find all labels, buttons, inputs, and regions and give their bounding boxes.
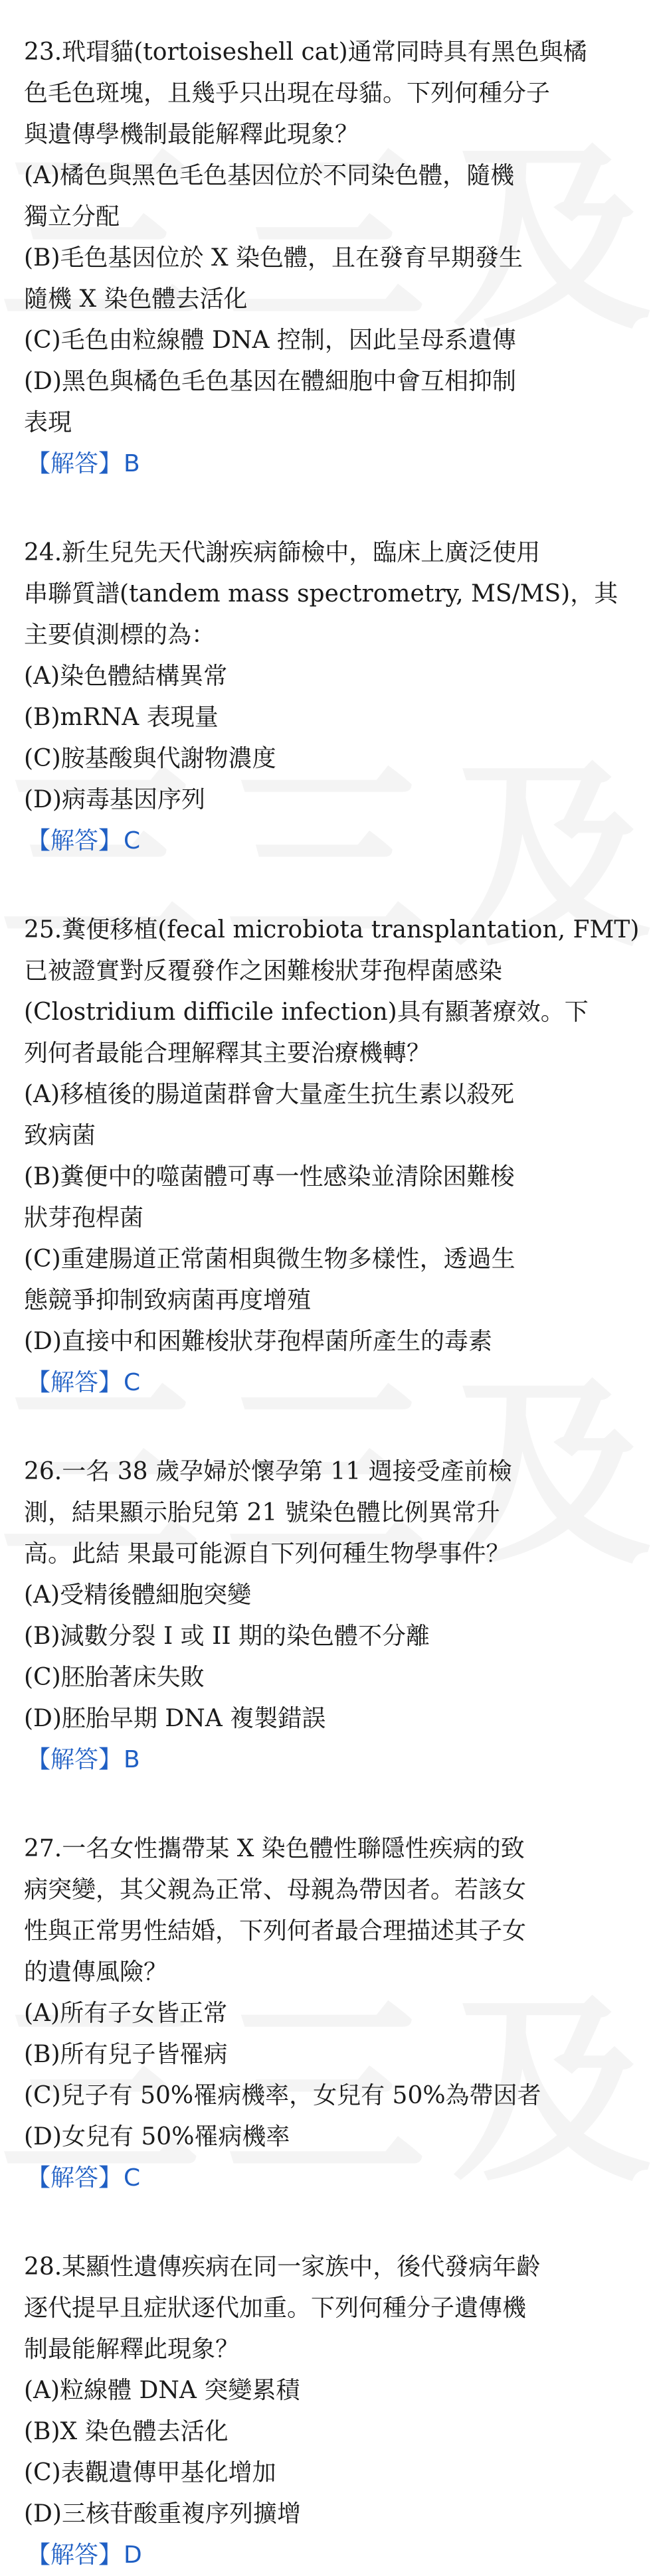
- question-line: (B)毛色基因位於 X 染色體，且在發育早期發生: [24, 244, 523, 272]
- question-line: (Clostridium difficile infection)具有顯著療效。下: [24, 999, 589, 1026]
- question-block: [24, 1451, 630, 1781]
- answer-line: [24, 1739, 630, 1781]
- question-line: 測，結果顯示胎兒第 21 號染色體比例異常升: [24, 1499, 500, 1526]
- question-line: (A)粒線體 DNA 突變累積: [24, 2377, 300, 2404]
- question-stem: 23.玳瑁貓(tortoiseshell cat)通常同時具有黑色與橘: [24, 39, 587, 66]
- question-line: (C)胚胎著床失敗: [24, 1664, 205, 1691]
- answer-label: 【解答】: [27, 2164, 123, 2192]
- answer-label: 【解答】: [27, 1746, 123, 1773]
- question-line: (C)毛色由粒線體 DNA 控制，因此呈母系遺傳: [24, 327, 516, 354]
- question-line: (A)所有子女皆正常: [24, 2000, 228, 2027]
- question-stem: 27.一名女性攜帶某 X 染色體性聯隱性疾病的致: [24, 1835, 525, 1862]
- answer-line: [24, 2158, 630, 2199]
- answer-line: [24, 443, 630, 485]
- answer-line: [24, 821, 630, 862]
- question-block: [24, 2247, 630, 2576]
- answer-label: 【解答】: [27, 827, 123, 854]
- question-line: (D)三核苷酸重複序列擴增: [24, 2500, 301, 2528]
- question-line: 態競爭抑制致病菌再度增殖: [24, 1287, 312, 1314]
- question-line: (C)兒子有 50%罹病機率，女兒有 50%為帶因者: [24, 2082, 541, 2109]
- question-stem: 24.新生兒先天代謝疾病篩檢中，臨床上廣泛使用: [24, 539, 541, 566]
- question-line: 致病菌: [24, 1122, 96, 1149]
- question-line: (D)胚胎早期 DNA 複製錯誤: [24, 1705, 326, 1732]
- answer-line: [24, 2535, 630, 2576]
- question-line: (A)受精後體細胞突變: [24, 1581, 252, 1609]
- question-line: 色毛色斑塊，且幾乎只出現在母貓。下列何種分子: [24, 80, 551, 107]
- answer-label: 【解答】: [27, 450, 123, 477]
- question-block: [24, 32, 630, 485]
- question-line: 逐代提早且症狀逐代加重。下列何種分子遺傳機: [24, 2294, 527, 2322]
- question-line: (B)mRNA 表現量: [24, 704, 219, 731]
- question-line: 表現: [24, 409, 72, 436]
- question-line: (C)胺基酸與代謝物濃度: [24, 745, 276, 772]
- question-stem: 25.糞便移植(fecal microbiota transplantation, FMT): [24, 916, 640, 943]
- question-line: 主要偵測標的為：: [24, 621, 216, 649]
- question-line: (B)所有兒子皆罹病: [24, 2041, 228, 2068]
- answer-label: 【解答】: [27, 1369, 123, 1396]
- question-list: [24, 32, 640, 2576]
- question-block: [24, 910, 640, 1404]
- question-line: (A)移植後的腸道菌群會大量產生抗生素以殺死: [24, 1081, 515, 1108]
- question-line: 已被證實對反覆發作之困難梭狀芽孢桿菌感染: [24, 957, 503, 985]
- question-line: (B)糞便中的噬菌體可專一性感染並清除困難梭: [24, 1163, 515, 1190]
- answer-value: B: [124, 450, 140, 477]
- question-line: 病突變，其父親為正常、母親為帶因者。若該女: [24, 1876, 527, 1903]
- question-stem: 28.某顯性遺傳疾病在同一家族中，後代發病年齡: [24, 2253, 541, 2281]
- question-line: (A)橘色與黑色毛色基因位於不同染色體，隨機: [24, 162, 515, 189]
- question-line: 高。此結 果最可能源自下列何種生物學事件？: [24, 1540, 510, 1568]
- question-line: (D)黑色與橘色毛色基因在體細胞中會互相抑制: [24, 368, 516, 395]
- question-line: 列何者最能合理解釋其主要治療機轉？: [24, 1040, 431, 1067]
- question-line: 隨機 X 染色體去活化: [24, 285, 248, 313]
- answer-line: [24, 1362, 630, 1404]
- question-line: 制最能解釋此現象？: [24, 2336, 240, 2363]
- answer-label: 【解答】: [27, 2541, 123, 2569]
- question-line: (B)X 染色體去活化: [24, 2418, 229, 2445]
- question-line: (C)重建腸道正常菌相與微生物多樣性，透過生: [24, 1246, 515, 1273]
- question-line: (D)直接中和困難梭狀芽孢桿菌所產生的毒素: [24, 1328, 492, 1355]
- question-line: (D)女兒有 50%罹病機率: [24, 2123, 290, 2150]
- question-line: (B)減數分裂 I 或 II 期的染色體不分離: [24, 1623, 430, 1650]
- question-line: (A)染色體結構異常: [24, 663, 228, 690]
- answer-value: C: [124, 827, 141, 854]
- question-line: 的遺傳風險？: [24, 1959, 168, 1986]
- question-line: 與遺傳學機制最能解釋此現象？: [24, 121, 359, 148]
- answer-value: C: [124, 1369, 141, 1396]
- question-line: 獨立分配: [24, 203, 120, 230]
- question-line: 串聯質譜(tandem mass spectrometry, MS/MS)，其: [24, 580, 618, 607]
- question-block: [24, 532, 630, 862]
- question-line: 性與正常男性結婚，下列何者最合理描述其子女: [24, 1917, 527, 1945]
- answer-value: C: [124, 2164, 141, 2192]
- question-block: [24, 1828, 630, 2199]
- question-line: 狀芽孢桿菌: [24, 1204, 144, 1232]
- answer-value: D: [124, 2541, 142, 2569]
- question-line: (C)表觀遺傳甲基化增加: [24, 2459, 276, 2486]
- question-stem: 26.一名 38 歲孕婦於懷孕第 11 週接受產前檢: [24, 1458, 512, 1485]
- answer-value: B: [124, 1746, 140, 1773]
- question-line: (D)病毒基因序列: [24, 786, 205, 813]
